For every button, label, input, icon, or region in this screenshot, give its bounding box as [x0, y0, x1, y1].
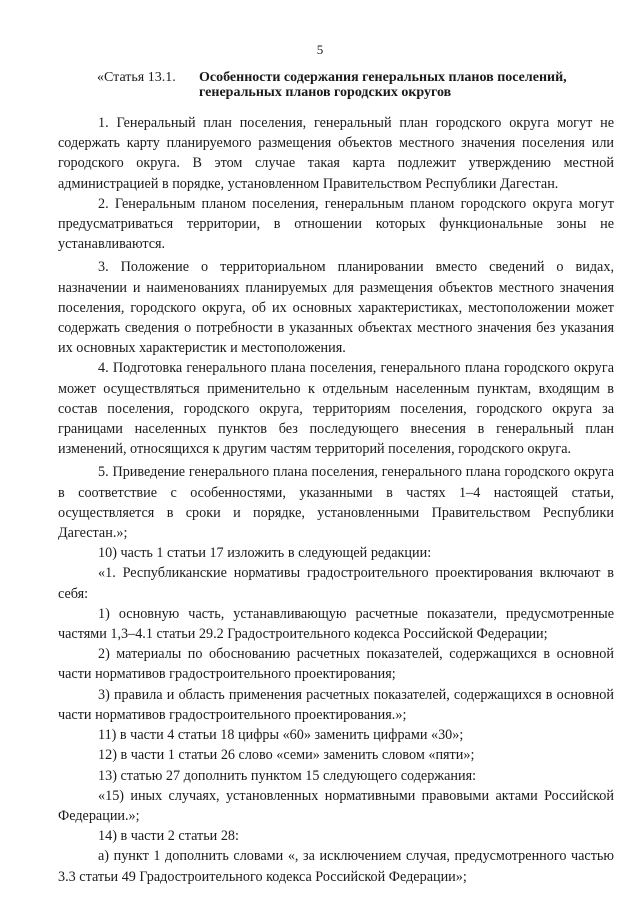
page-number: 5	[316, 42, 324, 57]
paragraph: 11) в части 4 статьи 18 цифры «60» заменить цифрами «30»;	[98, 727, 464, 744]
article-body	[58, 113, 614, 887]
paragraph: 2) материалы по обоснованию расчетных показателей, содержащихся в основной части нормативов градостроительного проектирования;	[58, 646, 614, 683]
paragraph: 3. Положение о территориальном планировании вместо сведений о видах, назначении и наименованиях планируемых для размещения объектов местного значения поселения, городского округа, об их основных характеристиках, местоположении может содержать сведения о потребности в указанных объектах местного значения без указания их основных характеристик и местоположения.	[58, 259, 614, 357]
paragraph: 1. Генеральный план поселения, генеральный план городского округа могут не содержать карту планируемого размещения объектов местного значения поселения или городского округа. В этом случае такая карта подлежит утверждению местной администрацией в порядке, установленном Правительством Республики Дагестан.	[58, 115, 614, 192]
paragraph: 14) в части 2 статьи 28:	[98, 828, 239, 845]
paragraph: 10) часть 1 статьи 17 изложить в следующей редакции:	[98, 545, 432, 562]
paragraph: 12) в части 1 статьи 26 слово «семи» заменить словом «пяти»;	[98, 747, 475, 764]
paragraph: 3) правила и область применения расчетных показателей, содержащихся в основной части нормативов градостроительного проектирования.»;	[58, 686, 614, 723]
article-title: Особенности содержания генеральных планов поселений, генеральных планов городских округов	[199, 70, 567, 100]
paragraph: 5. Приведение генерального плана поселения, генерального плана городского округа в соответствие с особенностями, указанными в частях 1–4 настоящей статьи, осуществляется в сроки и порядке, установленными Правительством Республики Дагестан.»;	[58, 464, 614, 542]
paragraph: 13) статью 27 дополнить пунктом 15 следующего содержания:	[98, 767, 477, 784]
paragraph: «15) иных случаях, установленных нормативными правовыми актами Российской Федерации.»;	[58, 787, 614, 824]
paragraph: «1. Республиканские нормативы градостроительного проектирования включают в себя:	[58, 565, 614, 602]
paragraph: 4. Подготовка генерального плана поселения, генерального плана городского округа может осуществляться применительно к отдельным населенным пунктам, входящим в состав поселения, городского округа, территориям поселения, городского округа за границами населенных пунктов без последующего внесения в генеральный план изменений, относящихся к другим частям территорий поселения, городского округа.	[58, 360, 614, 458]
article-number: «Статья 13.1.	[97, 70, 176, 85]
paragraph: 2. Генеральным планом поселения, генеральным планом городского округа могут предусматриваться территории, в отношении которых функциональные зоны не устанавливаются.	[58, 195, 614, 253]
paragraph: а) пункт 1 дополнить словами «, за исключением случая, предусмотренного частью 3.3 статьи 49 Градостроительного кодекса Российской Федерации»;	[58, 848, 614, 885]
paragraph: 1) основную часть, устанавливающую расчетные показатели, предусмотренные частями 1,3–4.1 статьи 29.2 Градостроительного кодекса Российской Федерации;	[58, 605, 614, 643]
